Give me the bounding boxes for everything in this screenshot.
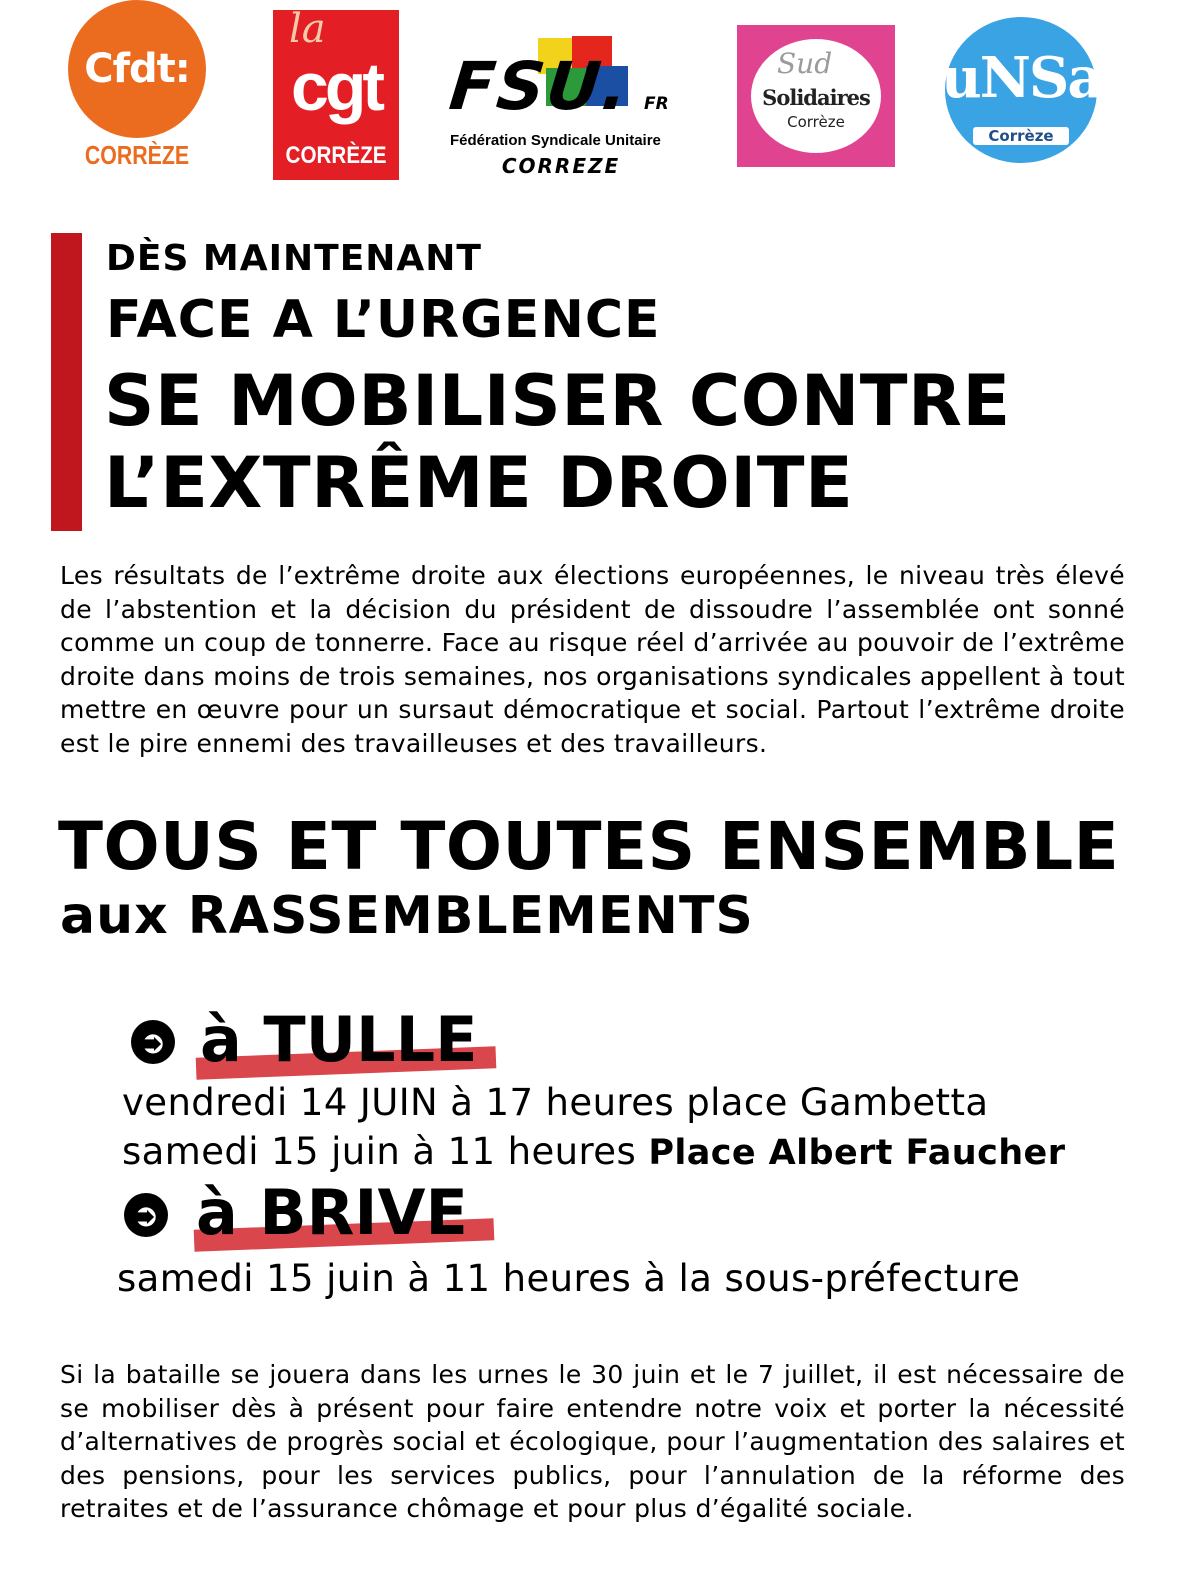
sud-logo-mark: Solidaires xyxy=(762,85,870,110)
headline-subtitle: FACE A L’URGENCE xyxy=(106,290,661,350)
brive-event-1: samedi 15 juin à 11 heures à la sous-préfecture xyxy=(117,1257,1021,1300)
cfdt-logo-mark: Cfdt: xyxy=(68,0,206,138)
unsa-logo-region: Corrèze xyxy=(973,127,1069,145)
conclusion-paragraph: Si la bataille se jouera dans les urnes le 30 juin et le 7 juillet, il est nécessaire de se mobiliser dès à présent pour faire entendre notre voix et porter la nécessité d’alternatives de progrès social et écologique, pour l’augmentation des salaires et des pensions, pour les services publics, pour l’annulation de la réforme des retraites et de l’assurance chômage et pour plus d’égalité sociale. xyxy=(60,1360,1125,1524)
headline-title-line-2: L’EXTRÊME DROITE xyxy=(104,442,854,524)
fsu-logo-mark: FSU. xyxy=(445,48,634,125)
arrow-icon: ➲ xyxy=(124,1193,168,1237)
headline-kicker: DÈS MAINTENANT xyxy=(106,238,482,279)
headline-title-line-1: SE MOBILISER CONTRE xyxy=(104,360,1011,442)
headline-title xyxy=(104,360,1011,524)
cgt-logo-prefix: la xyxy=(289,6,326,52)
tulle-event-2-place: Place Albert Faucher xyxy=(648,1133,1066,1173)
fsu-logo xyxy=(446,30,686,185)
fsu-logo-suffix: FR xyxy=(644,94,669,114)
unsa-logo-mark: uNSa xyxy=(941,45,1102,111)
sud-solidaires-logo xyxy=(737,25,895,167)
sud-logo-region: Corrèze xyxy=(787,113,845,131)
cfdt-logo-region: CORRÈZE xyxy=(84,140,190,170)
headline-accent-bar xyxy=(51,233,82,531)
call-subheadline: aux RASSEMBLEMENTS xyxy=(60,886,754,946)
brive-city: à BRIVE xyxy=(196,1176,468,1249)
cgt-logo-region: CORRÈZE xyxy=(285,142,387,169)
cgt-logo xyxy=(273,6,399,180)
tulle-event-2-time: samedi 15 juin à 11 heures xyxy=(122,1130,637,1173)
fsu-logo-fullname: Fédération Syndicale Unitaire xyxy=(450,132,661,149)
arrow-icon: ➲ xyxy=(131,1020,175,1064)
intro-paragraph: Les résultats de l’extrême droite aux élections européennes, le niveau très élevé de l’abstention et la décision du président de dissoudre l’assemblée ont sonné comme un coup de tonnerre. Face au risque réel d’arrivée au pouvoir de l’extrême droite dans moins de trois semaines, nos organisations syndicales appellent à tout mettre en œuvre pour un sursaut démocratique et social. Partout l’extrême droite est le pire ennemi des travailleuses et des travailleurs. xyxy=(60,561,1125,758)
tulle-event-1: vendredi 14 JUIN à 17 heures place Gambetta xyxy=(122,1081,989,1124)
tulle-city: à TULLE xyxy=(200,1003,478,1076)
tulle-event-2 xyxy=(122,1130,1065,1173)
unsa-logo xyxy=(941,17,1101,163)
cgt-logo-mark: cgt xyxy=(291,49,381,125)
cfdt-logo xyxy=(68,0,210,175)
fsu-logo-region: CORREZE xyxy=(501,154,621,178)
sud-logo-tagline: Sud xyxy=(777,47,833,80)
call-headline: TOUS ET TOUTES ENSEMBLE xyxy=(58,808,1120,885)
